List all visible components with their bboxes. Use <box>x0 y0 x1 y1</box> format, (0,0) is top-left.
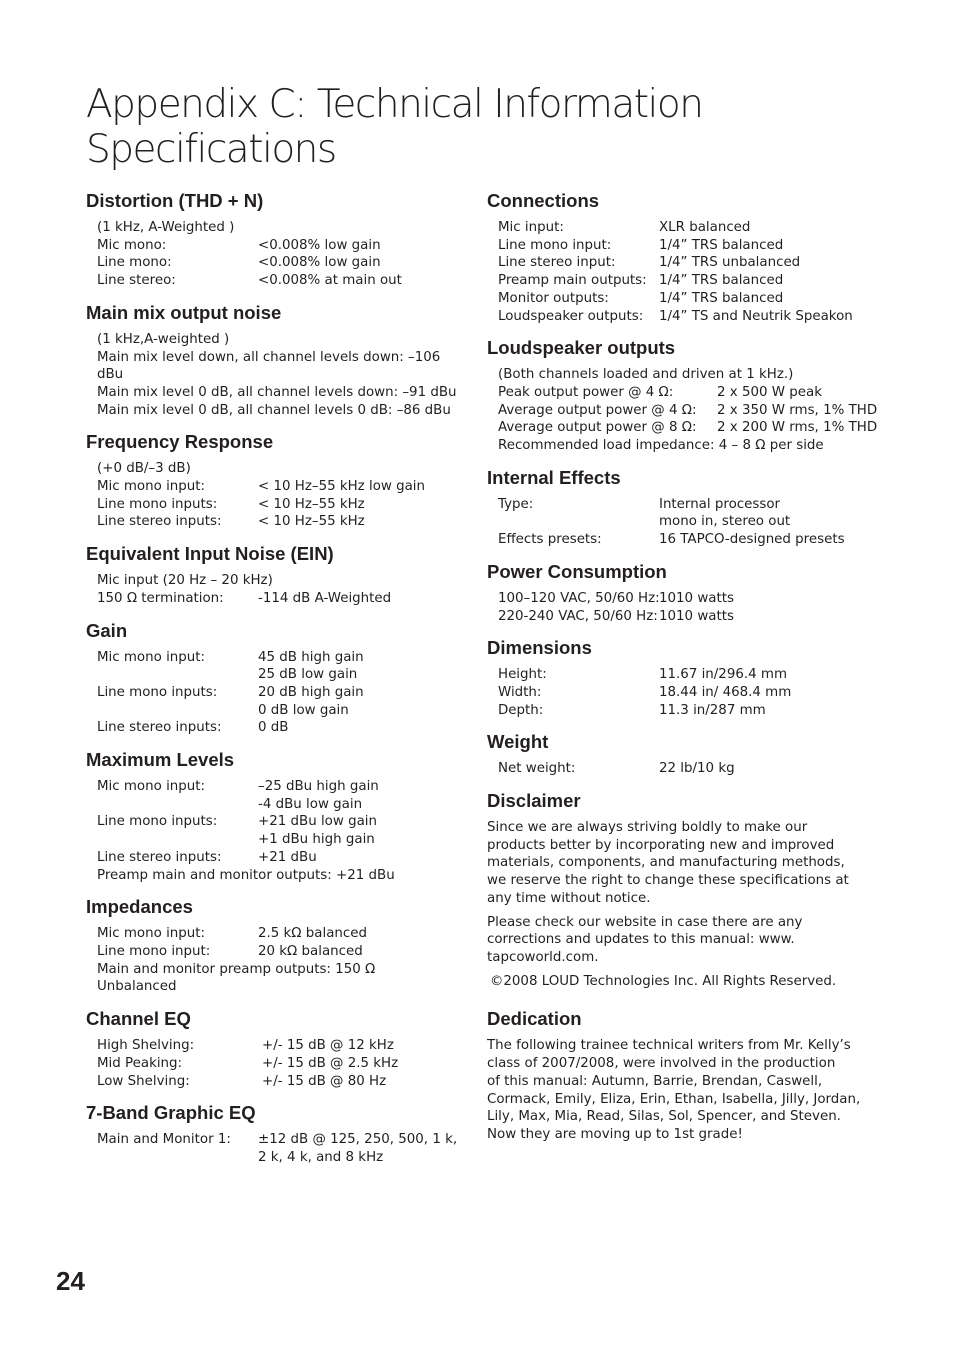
spec-label: Line mono: <box>97 255 172 271</box>
text-line: products better by incorporating new and improved <box>487 837 835 853</box>
spec-label: Low Shelving: <box>97 1073 190 1089</box>
spec-row <box>97 513 468 531</box>
spec-value: <0.008% low gain <box>258 237 381 253</box>
spec-value: < 10 Hz–55 kHz <box>258 496 365 512</box>
spec-label: Preamp main outputs: <box>498 273 647 289</box>
text-line: tapcoworld.com. <box>487 949 599 965</box>
spec-row <box>97 272 468 290</box>
spec-label: Main and Monitor 1: <box>97 1132 231 1148</box>
text-line: materials, components, and manufacturing methods, <box>487 855 845 871</box>
section-distortion <box>86 190 468 290</box>
section-channel-eq <box>86 1008 468 1090</box>
spec-value: 1/4” TRS unbalanced <box>659 255 801 271</box>
section-heading: Maximum Levels <box>86 749 235 771</box>
spec-line: Preamp main and monitor outputs: +21 dBu <box>97 867 395 883</box>
spec-label: Line stereo inputs: <box>97 849 222 865</box>
text-line: of this manual: Autumn, Barrie, Brendan, Caswell, <box>487 1073 823 1089</box>
text-line: Now they are moving up to 1st grade! <box>487 1126 743 1142</box>
section-graphic-eq <box>86 1102 468 1166</box>
spec-row <box>97 254 468 272</box>
spec-row <box>498 237 877 255</box>
spec-label <box>498 513 659 531</box>
section-weight <box>487 731 877 778</box>
spec-value: +/- 15 dB @ 2.5 kHz <box>262 1055 399 1071</box>
text-line: we reserve the right to change these specifications at <box>487 873 849 889</box>
spec-row <box>97 666 468 684</box>
spec-row <box>498 290 877 308</box>
spec-row <box>498 384 877 402</box>
spec-value: 2 x 350 W rms, 1% THD <box>717 402 878 418</box>
page-number: 24 <box>56 1266 85 1296</box>
spec-value: 25 dB low gain <box>258 667 358 683</box>
right-column <box>487 190 877 1156</box>
spec-value: 20 dB high gain <box>258 684 364 700</box>
spec-value: < 10 Hz–55 kHz <box>258 514 365 530</box>
spec-value: 2 x 500 W peak <box>717 384 822 400</box>
spec-label: Width: <box>498 684 542 700</box>
section-heading: Equivalent Input Noise (EIN) <box>86 543 334 565</box>
spec-value: +/- 15 dB @ 80 Hz <box>262 1073 387 1089</box>
spec-line: Main and monitor preamp outputs: 150 Ω <box>97 961 376 977</box>
section-heading: Impedances <box>86 896 193 918</box>
spec-row <box>97 831 468 849</box>
spec-label <box>97 666 258 684</box>
spec-label: Line mono input: <box>97 943 211 959</box>
spec-row <box>498 272 877 290</box>
section-main-mix-noise <box>86 302 468 420</box>
spec-value: 1/4” TRS balanced <box>659 237 784 253</box>
section-connections <box>487 190 877 325</box>
spec-value: 11.67 in/296.4 mm <box>659 667 787 683</box>
spec-label: High Shelving: <box>97 1038 195 1054</box>
spec-label: Depth: <box>498 702 544 718</box>
spec-row <box>97 1037 468 1055</box>
spec-row <box>97 496 468 514</box>
spec-value: <0.008% low gain <box>258 255 381 271</box>
spec-label: Mic mono input: <box>97 926 206 942</box>
spec-row <box>498 254 877 272</box>
section-power-consumption <box>487 561 877 625</box>
spec-row <box>97 943 468 961</box>
section-dedication <box>487 1008 877 1143</box>
spec-value: Internal processor <box>659 496 781 512</box>
spec-row <box>97 702 468 720</box>
section-heading: Connections <box>487 190 600 211</box>
page-title-line-1: Appendix C: Technical Information <box>86 82 703 127</box>
spec-note: (Both channels loaded and driven at 1 kHz.) <box>498 367 794 383</box>
text-line: class of 2007/2008, were involved in the production <box>487 1056 836 1072</box>
spec-line: Main mix level 0 dB, all channel levels 0 dB: –86 dBu <box>97 402 451 418</box>
page-title-line-2: Specifications <box>86 127 336 172</box>
spec-row <box>498 590 877 608</box>
spec-label <box>97 702 258 720</box>
text-line: Lily, Max, Mia, Read, Silas, Sol, Spencer, and Steven. <box>487 1109 841 1125</box>
section-impedances <box>86 896 468 996</box>
spec-note: (+0 dB/–3 dB) <box>97 461 191 477</box>
spec-label: Line stereo inputs: <box>97 514 222 530</box>
spec-line: Unbalanced <box>97 979 177 995</box>
section-heading: Dimensions <box>487 637 592 659</box>
spec-row <box>97 849 468 867</box>
spec-value: –25 dBu high gain <box>258 779 379 795</box>
spec-row <box>97 237 468 255</box>
spec-label: Effects presets: <box>498 532 602 548</box>
spec-row <box>498 308 877 326</box>
spec-label: Line stereo inputs: <box>97 720 222 736</box>
spec-label: Line stereo: <box>97 273 176 289</box>
disclaimer-paragraph-1 <box>487 819 877 908</box>
spec-row <box>97 1055 468 1073</box>
section-heading: Channel EQ <box>86 1008 191 1030</box>
spec-row <box>498 608 877 626</box>
section-heading: Loudspeaker outputs <box>487 337 676 359</box>
spec-label: 100–120 VAC, 50/60 Hz: <box>498 590 660 606</box>
spec-value: 0 dB low gain <box>258 702 349 718</box>
spec-row <box>97 719 468 737</box>
spec-value: 1/4” TS and Neutrik Speakon <box>659 308 853 324</box>
spec-value: mono in, stereo out <box>659 514 791 530</box>
section-heading: Internal Effects <box>487 466 621 488</box>
spec-row <box>97 813 468 831</box>
section-maximum-levels <box>86 749 468 884</box>
section-heading: Dedication <box>487 1008 582 1030</box>
spec-value: 1/4” TRS balanced <box>659 273 784 289</box>
section-frequency-response <box>86 431 468 531</box>
section-dimensions <box>487 637 877 719</box>
section-heading: Gain <box>86 619 128 641</box>
spec-label: Height: <box>498 667 547 683</box>
spec-row <box>498 496 877 514</box>
spec-label: 220-240 VAC, 50/60 Hz: <box>498 608 658 624</box>
spec-value: < 10 Hz–55 kHz low gain <box>258 479 426 495</box>
spec-row <box>97 925 468 943</box>
spec-label: Line mono inputs: <box>97 496 218 512</box>
spec-label: Mic mono input: <box>97 779 206 795</box>
section-disclaimer <box>487 790 877 990</box>
section-heading: Power Consumption <box>487 560 667 582</box>
spec-row <box>498 513 877 531</box>
section-heading: Frequency Response <box>86 431 274 453</box>
spec-label <box>97 831 258 849</box>
spec-label: Line stereo input: <box>498 255 616 271</box>
spec-line: dBu <box>97 367 124 383</box>
section-heading: Weight <box>487 731 549 753</box>
spec-value: 11.3 in/287 mm <box>659 702 766 718</box>
section-heading: Main mix output noise <box>86 301 282 323</box>
copyright-notice: ©2008 LOUD Technologies Inc. All Rights Reserved. <box>490 973 837 989</box>
spec-row <box>498 666 877 684</box>
text-line: The following trainee technical writers from Mr. Kelly’s <box>487 1038 851 1054</box>
spec-line: Recommended load impedance: 4 – 8 Ω per side <box>498 438 824 454</box>
spec-value: +21 dBu <box>258 849 317 865</box>
page-title <box>86 82 906 172</box>
spec-value: 45 dB high gain <box>258 649 364 665</box>
spec-value: 20 kΩ balanced <box>258 943 363 959</box>
section-ein <box>86 543 468 607</box>
spec-line: Main mix level down, all channel levels down: –106 <box>97 349 441 365</box>
spec-row <box>97 684 468 702</box>
section-internal-effects <box>487 467 877 549</box>
spec-label: Monitor outputs: <box>498 290 609 306</box>
spec-value: 1010 watts <box>659 608 734 624</box>
spec-row <box>498 760 877 778</box>
spec-value: ±12 dB @ 125, 250, 500, 1 k, <box>258 1132 458 1148</box>
section-heading: Distortion (THD + N) <box>86 190 264 211</box>
spec-value: -4 dBu low gain <box>258 796 363 812</box>
spec-label: Net weight: <box>498 761 576 777</box>
spec-label: Loudspeaker outputs: <box>498 308 644 324</box>
spec-row <box>498 531 877 549</box>
spec-label: Peak output power @ 4 Ω: <box>498 384 674 400</box>
spec-value: 18.44 in/ 468.4 mm <box>659 684 792 700</box>
spec-value: 1010 watts <box>659 590 734 606</box>
spec-label <box>97 1149 258 1167</box>
spec-row <box>498 684 877 702</box>
section-heading: Disclaimer <box>487 790 581 812</box>
spec-label: Line mono input: <box>498 237 612 253</box>
spec-label: Mic mono input: <box>97 479 206 495</box>
spec-row <box>97 778 468 796</box>
spec-label: Average output power @ 8 Ω: <box>498 420 697 436</box>
dedication-paragraph <box>487 1037 877 1143</box>
spec-row <box>97 1131 468 1149</box>
spec-label: Mid Peaking: <box>97 1055 183 1071</box>
spec-label: Type: <box>498 496 534 512</box>
text-line: corrections and updates to this manual: www. <box>487 932 795 948</box>
spec-row <box>97 796 468 814</box>
text-line: any time without notice. <box>487 890 651 906</box>
spec-line: (1 kHz,A-weighted ) <box>97 331 230 347</box>
left-column <box>86 190 468 1179</box>
spec-row <box>97 1073 468 1091</box>
spec-label: Average output power @ 4 Ω: <box>498 402 697 418</box>
spec-value: +1 dBu high gain <box>258 832 375 848</box>
spec-row <box>498 419 877 437</box>
spec-value: 2 k, 4 k, and 8 kHz <box>258 1149 384 1165</box>
spec-row <box>498 702 877 720</box>
spec-row <box>97 590 468 608</box>
spec-value: +21 dBu low gain <box>258 814 377 830</box>
spec-row <box>97 1149 468 1167</box>
spec-note: (1 kHz, A-Weighted ) <box>97 220 235 235</box>
spec-label: Mic mono input: <box>97 649 206 665</box>
spec-value: +/- 15 dB @ 12 kHz <box>262 1038 394 1054</box>
text-line: Cormack, Emily, Eliza, Erin, Ethan, Isabella, Jilly, Jordan, <box>487 1091 861 1107</box>
spec-value: <0.008% at main out <box>258 273 402 289</box>
spec-label: Mic mono: <box>97 237 167 253</box>
disclaimer-paragraph-2 <box>487 914 877 967</box>
spec-value: 22 lb/10 kg <box>659 761 735 777</box>
spec-label: Mic input: <box>498 220 564 235</box>
section-gain <box>86 620 468 738</box>
spec-value: -114 dB A-Weighted <box>258 590 392 606</box>
spec-line: Main mix level 0 dB, all channel levels down: –91 dBu <box>97 384 457 400</box>
text-line: Since we are always striving boldly to make our <box>487 820 808 836</box>
spec-row <box>97 478 468 496</box>
spec-value: 1/4” TRS balanced <box>659 290 784 306</box>
spec-value: 0 dB <box>258 720 289 736</box>
spec-value: 2.5 kΩ balanced <box>258 926 368 942</box>
spec-label: 150 Ω termination: <box>97 590 224 606</box>
text-line: Please check our website in case there are any <box>487 914 803 930</box>
spec-label: Line mono inputs: <box>97 684 218 700</box>
spec-label: Line mono inputs: <box>97 814 218 830</box>
spec-note: Mic input (20 Hz – 20 kHz) <box>97 573 273 589</box>
spec-label <box>97 796 258 814</box>
section-loudspeaker-outputs <box>487 337 877 455</box>
spec-value: 2 x 200 W rms, 1% THD <box>717 420 878 436</box>
spec-row <box>498 402 877 420</box>
spec-row <box>498 219 877 237</box>
spec-value: XLR balanced <box>659 220 751 235</box>
spec-value: 16 TAPCO-designed presets <box>659 532 845 548</box>
spec-row <box>97 649 468 667</box>
section-heading: 7-Band Graphic EQ <box>86 1102 256 1124</box>
